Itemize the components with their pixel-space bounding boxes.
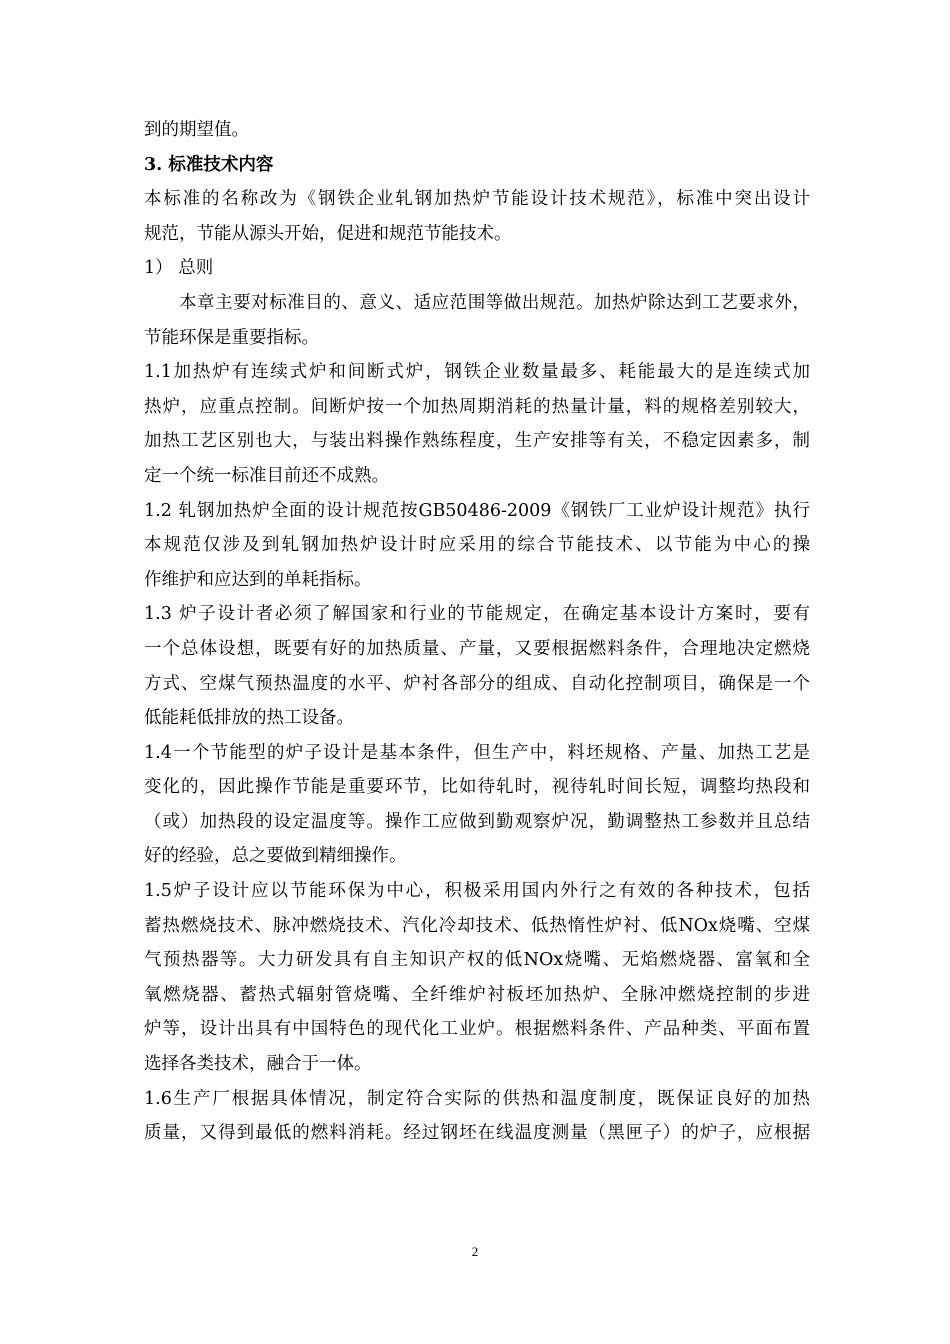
text-line: （或）加热段的设定温度等。操作工应做到勤观察炉况，勤调整热工参数并且总结	[144, 811, 810, 832]
text-line: 定一个统一标准目前还不成熟。	[144, 465, 389, 486]
text-line: 炉等，设计出具有中国特色的现代化工业炉。根据燃料条件、产品种类、平面布置	[144, 1019, 810, 1040]
text-line: 蓄热燃烧技术、脉冲燃烧技术、汽化冷却技术、低热惰性炉衬、低NOx烧嘴、空煤	[144, 915, 810, 936]
section-heading: 3. 标准技术内容	[144, 154, 274, 175]
text-line: 加热工艺区别也大，与装出料操作熟练程度，生产安排等有关，不稳定因素多，制	[144, 431, 810, 452]
text-line: 热炉，应重点控制。间断炉按一个加热周期消耗的热量计量，料的规格差别较大，	[144, 396, 810, 417]
text-line: 节能环保是重要指标。	[144, 327, 319, 348]
text-line: 变化的，因此操作节能是重要环节，比如待轧时，视待轧时间长短，调整均热段和	[144, 777, 810, 798]
text-line: 1.6生产厂根据具体情况，制定符合实际的供热和温度制度，既保证良好的加热	[144, 1088, 810, 1109]
text-line: 本标准的名称改为《钢铁企业轧钢加热炉节能设计技术规范》，标准中突出设计	[144, 189, 810, 210]
text-line: 好的经验，总之要做到精细操作。	[144, 846, 407, 867]
text-line: 本规范仅涉及到轧钢加热炉设计时应采用的综合节能技术、以节能为中心的操	[144, 535, 810, 556]
text-line: 一个总体设想，既要有好的加热质量、产量，又要根据燃料条件，合理地决定燃烧	[144, 638, 810, 659]
page-number: 2	[471, 1244, 479, 1259]
text-line: 1.4一个节能型的炉子设计是基本条件，但生产中，料坯规格、产量、加热工艺是	[144, 742, 810, 763]
text-line: 1.2 轧钢加热炉全面的设计规范按GB50486-2009《钢铁厂工业炉设计规范》执行	[144, 500, 810, 521]
text-line: 1.3 炉子设计者必须了解国家和行业的节能规定，在确定基本设计方案时，要有	[144, 604, 810, 625]
body-text	[144, 113, 810, 1151]
text-line: 方式、空煤气预热温度的水平、炉衬各部分的组成、自动化控制项目，确保是一个	[144, 673, 810, 694]
text-line: 选择各类技术，融合于一体。	[144, 1054, 372, 1075]
text-line: 本章主要对标准目的、意义、适应范围等做出规范。加热炉除达到工艺要求外，	[179, 292, 810, 313]
text-line: 质量，又得到最低的燃料消耗。经过钢坯在线温度测量（黑匣子）的炉子，应根据	[144, 1123, 810, 1144]
text-line: 1.5炉子设计应以节能环保为中心，积极采用国内外行之有效的各种技术，包括	[144, 881, 810, 902]
text-line: 作维护和应达到的单耗指标。	[144, 569, 372, 590]
text-line: 低能耗低排放的热工设备。	[144, 708, 354, 729]
text-line: 1.1加热炉有连续式炉和间断式炉，钢铁企业数量最多、耗能最大的是连续式加	[144, 362, 810, 383]
text-line: 到的期望值。	[144, 120, 249, 140]
text-line: 规范，节能从源头开始，促进和规范节能技术。	[144, 223, 512, 244]
subsection-heading: 1） 总则	[144, 258, 214, 279]
text-line: 气预热器等。大力研发具有自主知识产权的低NOx烧嘴、无焰燃烧器、富氧和全	[144, 950, 810, 971]
text-line: 氧燃烧器、蓄热式辐射管烧嘴、全纤维炉衬板坯加热炉、全脉冲燃烧控制的步进	[144, 984, 810, 1005]
